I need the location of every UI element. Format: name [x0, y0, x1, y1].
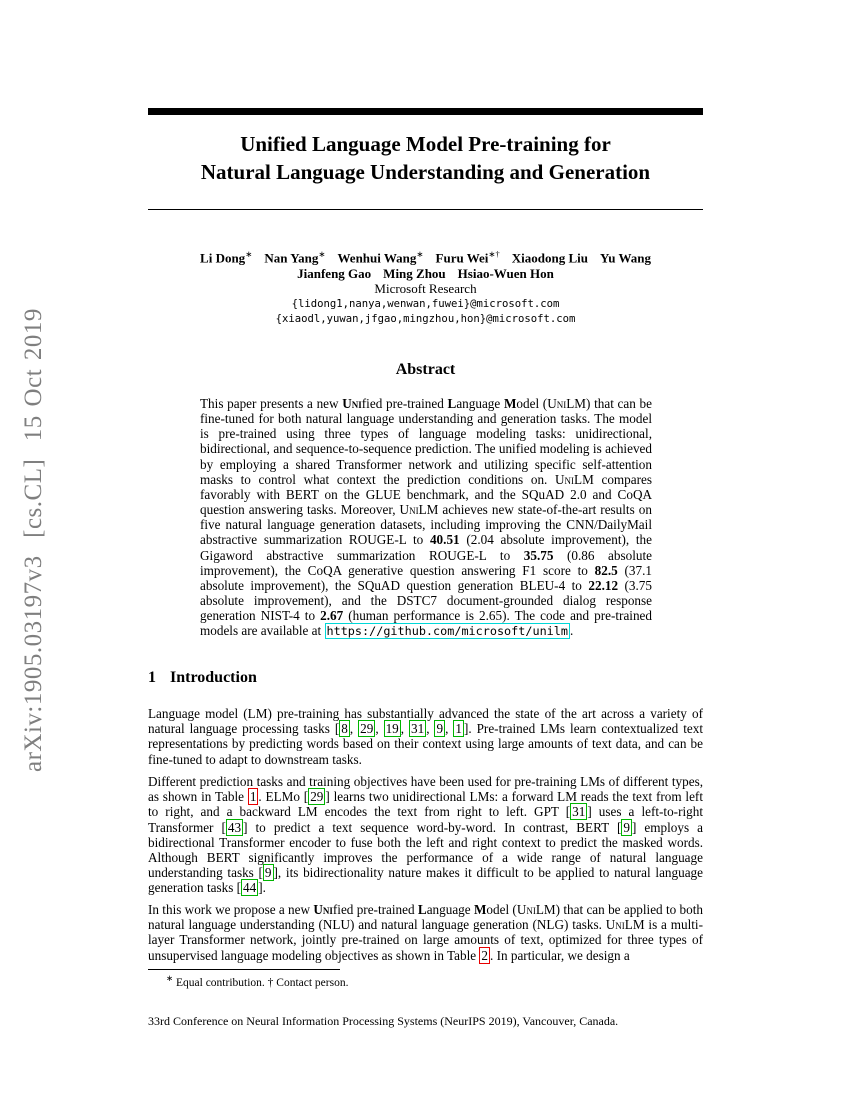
affiliation: Microsoft Research	[374, 281, 477, 297]
footnote-rule	[148, 969, 340, 970]
citation-link[interactable]: 9	[623, 819, 630, 835]
intro-paragraph-1: Language model (LM) pre-training has substantially advanced the state of the art across a variety of natural language processing tasks [ 8 , 29 , 19 , 31 , 9 , 1 ]. Pre-trained LMs learn contextualized text representations by predicting words based on their context using large amounts of text data, and can be fine-tuned to adapt to downstream tasks.	[148, 706, 703, 767]
footnote-text: ∗ Equal contribution. † Contact person.	[166, 973, 349, 989]
table-ref-link[interactable]: 1	[249, 789, 257, 805]
intro-paragraph-2: Different prediction tasks and training objectives have been used for pre-training LMs of different types, as shown in Table 1 . ELMo [ 29 ] learns two unidirectional LMs: a forward LM reads the text from left to right, and a backward LM encodes the text from right to left. GPT [ 31 ] uses a left-to-right Transformer [ 43 ] to predict a text sequence word-by-word. In contrast, BERT [ 9 ] employs a bidirectional Transformer encoder to fuse both the left and right context to predict the masked words. Although BERT significantly improves the performance of a wide range of natural language understanding tasks [ 9 ], its bidirectionality nature makes it difficult to be applied to natural language generation tasks [ 44 ].	[148, 774, 704, 896]
citation-link[interactable]: 31	[572, 804, 586, 820]
citation-link[interactable]: 29	[360, 721, 374, 737]
url-link[interactable]: https://github.com/microsoft/unilm	[326, 624, 568, 639]
email-line2: {xiaodl,yuwan,jfgao,mingzhou,hon}@microsoft.com	[275, 312, 576, 325]
citation-link[interactable]: 31	[411, 721, 425, 737]
citation-link[interactable]: 43	[227, 819, 242, 835]
title-top-bar	[148, 108, 703, 115]
title-bottom-rule	[148, 209, 703, 210]
citation-link[interactable]: 9	[436, 721, 444, 737]
paper-title	[148, 130, 703, 186]
arxiv-stamp: arXiv:1905.03197v3 [cs.CL] 15 Oct 2019	[20, 308, 47, 772]
citation-link[interactable]: 8	[341, 721, 348, 737]
section-number: 1	[148, 669, 156, 686]
table-ref-link[interactable]: 2	[481, 947, 488, 963]
abstract-text: This paper presents a new Unified pre-trained Language Model (UniLM) that can be fine-tuned for both natural language understanding and generation tasks. The model is pre-trained using three types of language modeling tasks: unidirectional, bidirectional, and sequence-to-sequence prediction. The unified modeling is achieved by employing a shared Transformer network and utilizing specific self-attention masks to control what context the prediction conditions on. UniLM compares favorably with BERT on the GLUE benchmark, and the SQuAD 2.0 and CoQA question answering tasks. Moreover, UniLM achieves new state-of-the-art results on five natural language generation datasets, including improving the CNN/DailyMail abstractive summarization ROUGE-L to 40.51 (2.04 absolute improvement), the Gigaword abstractive summarization ROUGE-L to 35.75 (0.86 absolute improvement), the CoQA generative question answering F1 score to 82.5 (37.1 absolute improvement), the SQuAD question generation BLEU-4 to 22.12 (3.75 absolute improvement), and the DSTC7 document-grounded dialog response generation NIST-4 to 2.67 (human performance is 2.65). The code and pre-trained models are available at https://github.com/microsoft/unilm .	[200, 396, 653, 639]
intro-paragraph-3: In this work we propose a new Unified pre-trained Language Model (UniLM) that can be applied to both natural language understanding (NLU) and natural language generation (NLG) tasks. UniLM is a multi-layer Transformer network, jointly pre-trained on large amounts of text, optimized for three types of unsupervised language modeling objectives as shown in Table 2 . In particular, we design a	[148, 902, 703, 963]
citation-link[interactable]: 9	[264, 865, 272, 881]
citation-link[interactable]: 29	[310, 789, 324, 805]
authors-line1: Li Dong∗ Nan Yang∗ Wenhui Wang∗ Furu Wei∗† Xiaodong Liu Yu Wang	[200, 249, 651, 266]
citation-link[interactable]: 44	[243, 880, 257, 896]
section-heading-introduction	[148, 669, 257, 687]
author-footnote-marker: ∗	[318, 249, 326, 259]
citation-link[interactable]: 19	[385, 721, 399, 737]
paper-title-line2: Natural Language Understanding and Generation	[200, 160, 651, 184]
author-footnote-marker: ∗	[166, 973, 174, 983]
paper-content-column	[148, 0, 703, 1100]
authors-line2: Jianfeng Gao Ming Zhou Hsiao-Wuen Hon	[297, 265, 554, 281]
author-footnote-marker: ∗	[416, 249, 424, 259]
email-line1: {lidong1,nanya,wenwan,fuwei}@microsoft.com	[291, 297, 560, 310]
conference-footer: 33rd Conference on Neural Information Processing Systems (NeurIPS 2019), Vancouver, Canada.	[148, 1014, 619, 1028]
author-block	[148, 247, 703, 327]
author-footnote-marker: ∗†	[488, 249, 500, 259]
section-title: Introduction	[170, 669, 257, 686]
paper-title-line1: Unified Language Model Pre-training for	[240, 132, 611, 156]
author-footnote-marker: ∗	[245, 249, 253, 259]
citation-link[interactable]: 1	[455, 721, 462, 737]
abstract-heading: Abstract	[395, 361, 456, 378]
